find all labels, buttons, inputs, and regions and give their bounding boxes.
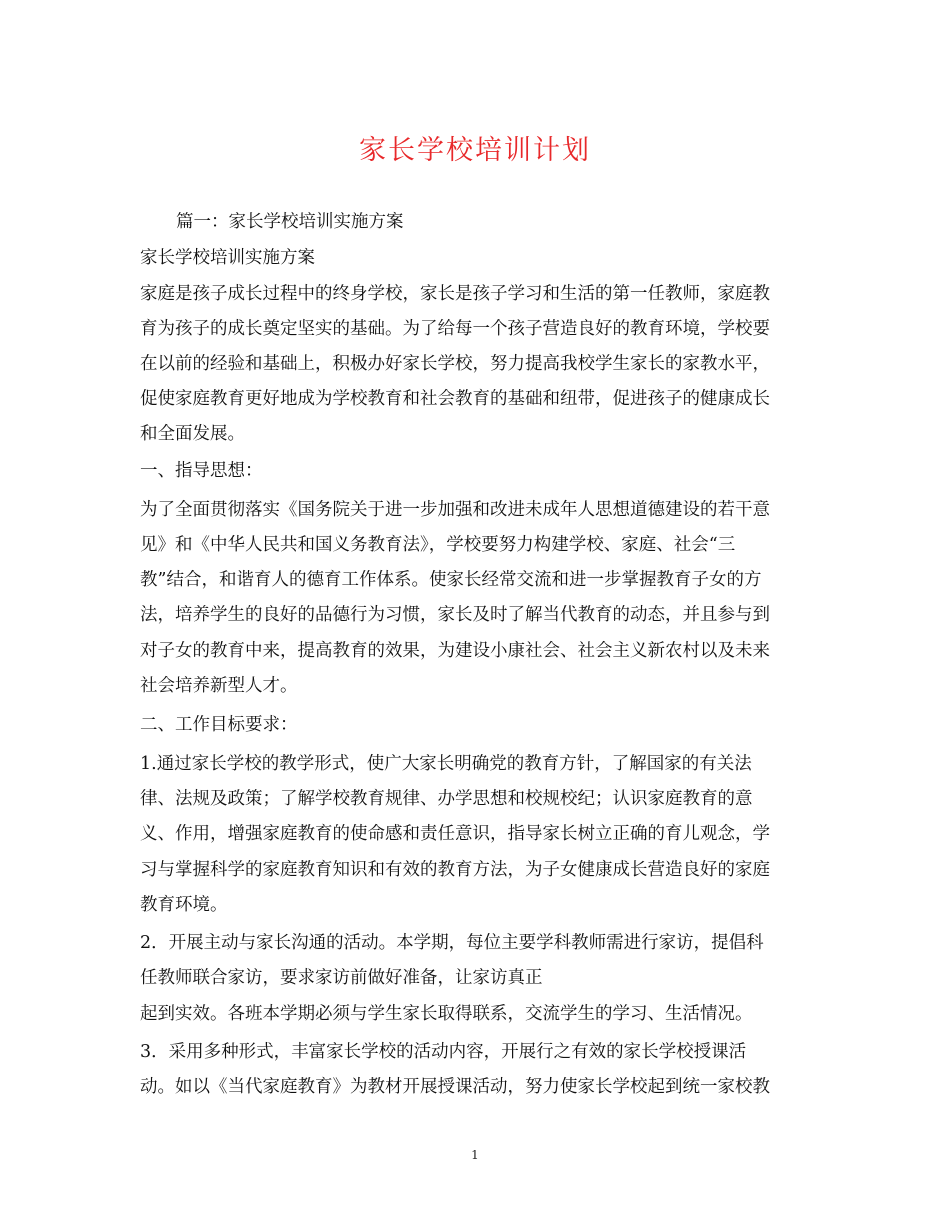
text-line: 任教师联合家访，要求家访前做好准备，让家访真正 (140, 968, 543, 988)
text-line: 动。如以《当代家庭教育》为教材开展授课活动，努力使家长学校起到统一家校教 (140, 1077, 770, 1097)
text-line: 义、作用，增强家庭教育的使命感和责任意识，指导家长树立正确的育儿观念，学 (140, 824, 770, 844)
text-line: 2．开展主动与家长沟通的活动。本学期，每位主要学科教师需进行家访，提倡科 (140, 933, 764, 953)
text-line: 篇一：家长学校培训实施方案 (176, 212, 404, 232)
section-heading: 二、工作目标要求： (140, 715, 298, 735)
section-heading: 一、指导思想： (140, 461, 263, 481)
text-line: 家长学校培训实施方案 (140, 248, 315, 268)
text-line: 见》和《中华人民共和国义务教育法》，学校要努力构建学校、家庭、社会“三 (140, 535, 736, 555)
text-line: 起到实效。各班本学期必须与学生家长取得联系，交流学生的学习、生活情况。 (140, 1004, 753, 1024)
text-line: 3．采用多种形式，丰富家长学校的活动内容，开展行之有效的家长学校授课活 (140, 1042, 747, 1062)
text-line: 育为孩子的成长奠定坚实的基础。为了给每一个孩子营造良好的教育环境，学校要 (140, 319, 770, 339)
text-line: 习与掌握科学的家庭教育知识和有效的教育方法，为子女健康成长营造良好的家庭 (140, 860, 770, 880)
text-line: 和全面发展。 (140, 424, 245, 444)
text-line: 促使家庭教育更好地成为学校教育和社会教育的基础和纽带，促进孩子的健康成长 (140, 389, 770, 409)
text-line: 在以前的经验和基础上，积极办好家长学校，努力提高我校学生家长的家教水平， (140, 354, 770, 374)
text-line: 法，培养学生的良好的品德行为习惯，家长及时了解当代教育的动态，并且参与到 (140, 605, 770, 625)
text-line: 社会培养新型人才。 (140, 676, 298, 696)
text-line: 为了全面贯彻落实《国务院关于进一步加强和改进未成年人思想道德建设的若干意 (140, 500, 770, 520)
text-line: 律、法规及政策；了解学校教育规律、办学思想和校规校纪；认识家庭教育的意 (140, 789, 753, 809)
text-line: 1.通过家长学校的教学形式，使广大家长明确党的教育方针，了解国家的有关法 (140, 754, 752, 774)
text-line: 教育环境。 (140, 895, 228, 915)
document-title: 家长学校培训计划 (359, 135, 591, 166)
text-line: 对子女的教育中来，提高教育的效果，为建设小康社会、社会主义新农村以及未来 (140, 641, 770, 661)
page-number: 1 (471, 1148, 479, 1162)
text-line: 家庭是孩子成长过程中的终身学校，家长是孩子学习和生活的第一任教师，家庭教 (140, 284, 770, 304)
text-line: 教”结合，和谐育人的德育工作体系。使家长经常交流和进一步掌握教育子女的方 (140, 570, 762, 590)
